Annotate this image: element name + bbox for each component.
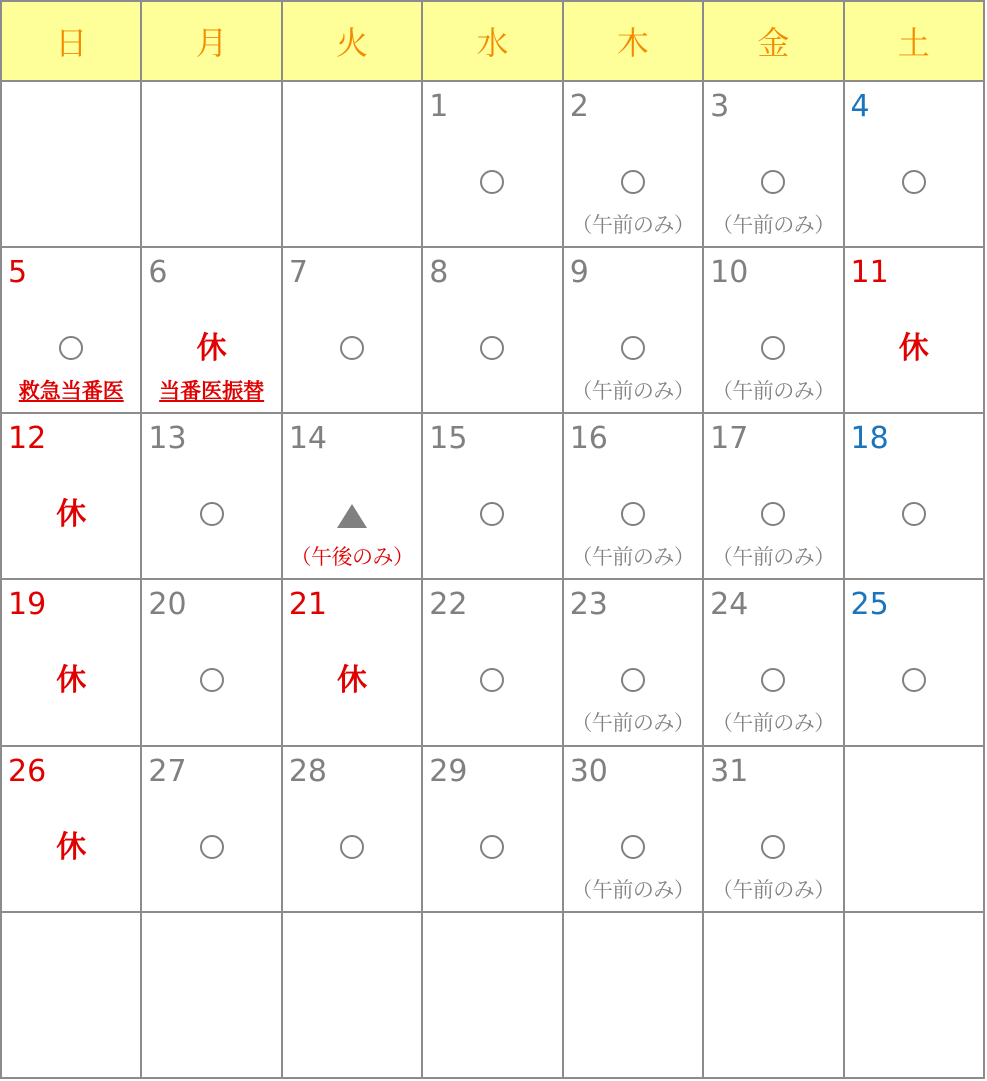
calendar-day-cell[interactable] <box>141 413 281 579</box>
calendar-day-cell[interactable] <box>703 746 843 912</box>
hours-note: （午前のみ） <box>571 877 695 902</box>
hours-note: （午前のみ） <box>711 379 835 404</box>
circle-icon <box>480 668 504 692</box>
day-number: 5 <box>8 255 28 291</box>
day-number: 24 <box>710 587 749 623</box>
duty-note-link[interactable]: 当番医振替 <box>159 379 265 404</box>
calendar-day-cell[interactable] <box>563 247 703 413</box>
day-number: 4 <box>850 89 870 124</box>
weekday-header: 水 <box>422 1 562 81</box>
day-number: 25 <box>850 587 889 623</box>
weekday-header: 金 <box>703 1 843 81</box>
open-mark <box>704 835 842 864</box>
calendar-day-cell[interactable] <box>422 247 562 413</box>
circle-icon <box>200 668 224 692</box>
hours-note: （午前のみ） <box>571 379 695 404</box>
calendar-week-row <box>1 912 984 1078</box>
open-mark <box>423 502 561 531</box>
calendar-day-cell[interactable] <box>563 746 703 912</box>
hours-note: （午前のみ） <box>711 213 835 237</box>
calendar-week-row <box>1 579 984 745</box>
day-number: 23 <box>569 587 608 623</box>
day-number: 22 <box>429 587 468 623</box>
calendar-week-row <box>1 81 984 247</box>
circle-icon <box>902 170 926 194</box>
open-mark <box>564 336 702 365</box>
day-number: 8 <box>429 255 449 291</box>
circle-icon <box>59 336 83 360</box>
open-mark <box>564 835 702 864</box>
calendar-empty-cell <box>422 912 562 1078</box>
open-mark <box>845 502 983 531</box>
duty-note-link[interactable]: 救急当番医 <box>18 379 124 404</box>
calendar-day-cell[interactable] <box>703 413 843 579</box>
calendar-day-cell[interactable] <box>844 247 984 413</box>
calendar-day-cell[interactable] <box>422 579 562 745</box>
partial-hours-mark <box>283 504 421 532</box>
day-number: 28 <box>288 753 328 789</box>
calendar-day-cell[interactable] <box>282 579 422 745</box>
circle-icon <box>340 835 364 859</box>
calendar-empty-cell <box>844 912 984 1078</box>
circle-icon <box>621 170 645 194</box>
calendar-empty-cell <box>1 912 141 1078</box>
hours-note: （午前のみ） <box>571 213 695 237</box>
open-mark <box>704 668 842 697</box>
circle-icon <box>902 668 926 692</box>
open-mark <box>845 170 983 199</box>
day-number: 15 <box>429 421 468 457</box>
calendar-empty-cell <box>282 912 422 1078</box>
calendar-day-cell[interactable] <box>1 579 141 745</box>
day-number: 18 <box>850 421 889 457</box>
open-mark <box>423 336 561 365</box>
day-number: 21 <box>288 587 328 623</box>
day-number: 7 <box>288 255 308 291</box>
calendar-day-cell[interactable] <box>141 247 281 413</box>
circle-icon <box>621 668 645 692</box>
closed-label: 休 <box>337 663 368 699</box>
circle-icon <box>200 835 224 859</box>
circle-icon <box>621 835 645 859</box>
hours-note: （午前のみ） <box>711 877 835 902</box>
hours-note: （午前のみ） <box>711 711 835 736</box>
calendar-day-cell[interactable] <box>1 413 141 579</box>
weekday-header-row <box>1 1 984 81</box>
calendar-day-cell[interactable] <box>1 746 141 912</box>
open-mark <box>704 502 842 531</box>
calendar-day-cell[interactable] <box>1 247 141 413</box>
hours-note: （午前のみ） <box>711 545 835 570</box>
day-number: 12 <box>8 421 47 457</box>
day-number: 20 <box>148 587 187 623</box>
calendar-empty-cell <box>1 81 141 247</box>
day-number: 16 <box>569 421 608 457</box>
calendar-day-cell[interactable] <box>422 81 562 247</box>
day-number: 17 <box>710 421 749 457</box>
calendar-empty-cell <box>141 912 281 1078</box>
circle-icon <box>761 502 785 526</box>
calendar-day-cell[interactable] <box>563 81 703 247</box>
calendar-week-row <box>1 247 984 413</box>
day-number: 11 <box>850 255 889 291</box>
circle-icon <box>480 336 504 360</box>
day-number: 19 <box>8 587 47 623</box>
closed-label: 休 <box>196 331 227 367</box>
calendar-day-cell[interactable] <box>282 247 422 413</box>
calendar-day-cell[interactable] <box>282 746 422 912</box>
open-mark <box>564 502 702 531</box>
open-mark <box>845 668 983 697</box>
calendar-day-cell[interactable] <box>703 247 843 413</box>
day-number: 27 <box>148 753 187 789</box>
open-mark <box>283 835 421 864</box>
calendar-day-cell[interactable] <box>282 413 422 579</box>
day-number: 6 <box>148 255 168 291</box>
calendar-day-cell[interactable] <box>563 579 703 745</box>
day-number: 10 <box>710 255 749 291</box>
calendar-day-cell[interactable] <box>563 413 703 579</box>
open-mark <box>564 668 702 697</box>
day-number: 1 <box>429 89 449 124</box>
hours-note: （午前のみ） <box>571 545 695 570</box>
circle-icon <box>621 502 645 526</box>
calendar-day-cell[interactable] <box>844 81 984 247</box>
day-number: 9 <box>569 255 589 291</box>
calendar-empty-cell <box>703 912 843 1078</box>
calendar-day-cell[interactable] <box>703 81 843 247</box>
circle-icon <box>761 835 785 859</box>
day-number: 29 <box>429 753 468 789</box>
calendar-body <box>1 81 984 1078</box>
open-mark <box>142 502 280 531</box>
open-mark <box>564 170 702 199</box>
hours-note: （午前のみ） <box>571 711 695 736</box>
day-number: 14 <box>288 421 328 457</box>
weekday-header: 月 <box>141 1 281 81</box>
circle-icon <box>761 336 785 360</box>
calendar-empty-cell <box>141 81 281 247</box>
closed-label: 休 <box>898 331 929 367</box>
closed-label: 休 <box>56 663 87 699</box>
calendar-week-row <box>1 746 984 912</box>
open-mark <box>704 170 842 199</box>
open-mark <box>423 835 561 864</box>
day-number: 3 <box>710 89 730 124</box>
day-number: 13 <box>148 421 187 457</box>
closed-label: 休 <box>56 829 87 865</box>
open-mark <box>142 835 280 864</box>
open-mark <box>142 668 280 697</box>
day-number: 31 <box>710 753 749 789</box>
circle-icon <box>761 668 785 692</box>
open-mark <box>704 336 842 365</box>
weekday-header: 土 <box>844 1 984 81</box>
calendar-day-cell[interactable] <box>703 579 843 745</box>
hours-note: （午後のみ） <box>290 545 414 570</box>
calendar-day-cell[interactable] <box>844 579 984 745</box>
calendar-day-cell[interactable] <box>422 746 562 912</box>
calendar-day-cell[interactable] <box>141 746 281 912</box>
calendar-empty-cell <box>844 746 984 912</box>
weekday-header: 木 <box>563 1 703 81</box>
day-number: 30 <box>569 753 608 789</box>
open-mark <box>283 336 421 365</box>
circle-icon <box>340 336 364 360</box>
open-mark <box>423 668 561 697</box>
day-number: 26 <box>8 753 47 789</box>
calendar-day-cell[interactable] <box>422 413 562 579</box>
calendar-empty-cell <box>282 81 422 247</box>
calendar-day-cell[interactable] <box>844 413 984 579</box>
triangle-icon <box>337 504 367 528</box>
circle-icon <box>480 835 504 859</box>
open-mark <box>423 170 561 199</box>
calendar-week-row <box>1 413 984 579</box>
calendar-empty-cell <box>563 912 703 1078</box>
circle-icon <box>902 502 926 526</box>
open-mark <box>2 336 140 365</box>
weekday-header: 日 <box>1 1 141 81</box>
day-number: 2 <box>569 89 589 124</box>
weekday-header: 火 <box>282 1 422 81</box>
circle-icon <box>200 502 224 526</box>
circle-icon <box>480 170 504 194</box>
circle-icon <box>480 502 504 526</box>
circle-icon <box>761 170 785 194</box>
closed-label: 休 <box>56 497 87 533</box>
circle-icon <box>621 336 645 360</box>
calendar-day-cell[interactable] <box>141 579 281 745</box>
